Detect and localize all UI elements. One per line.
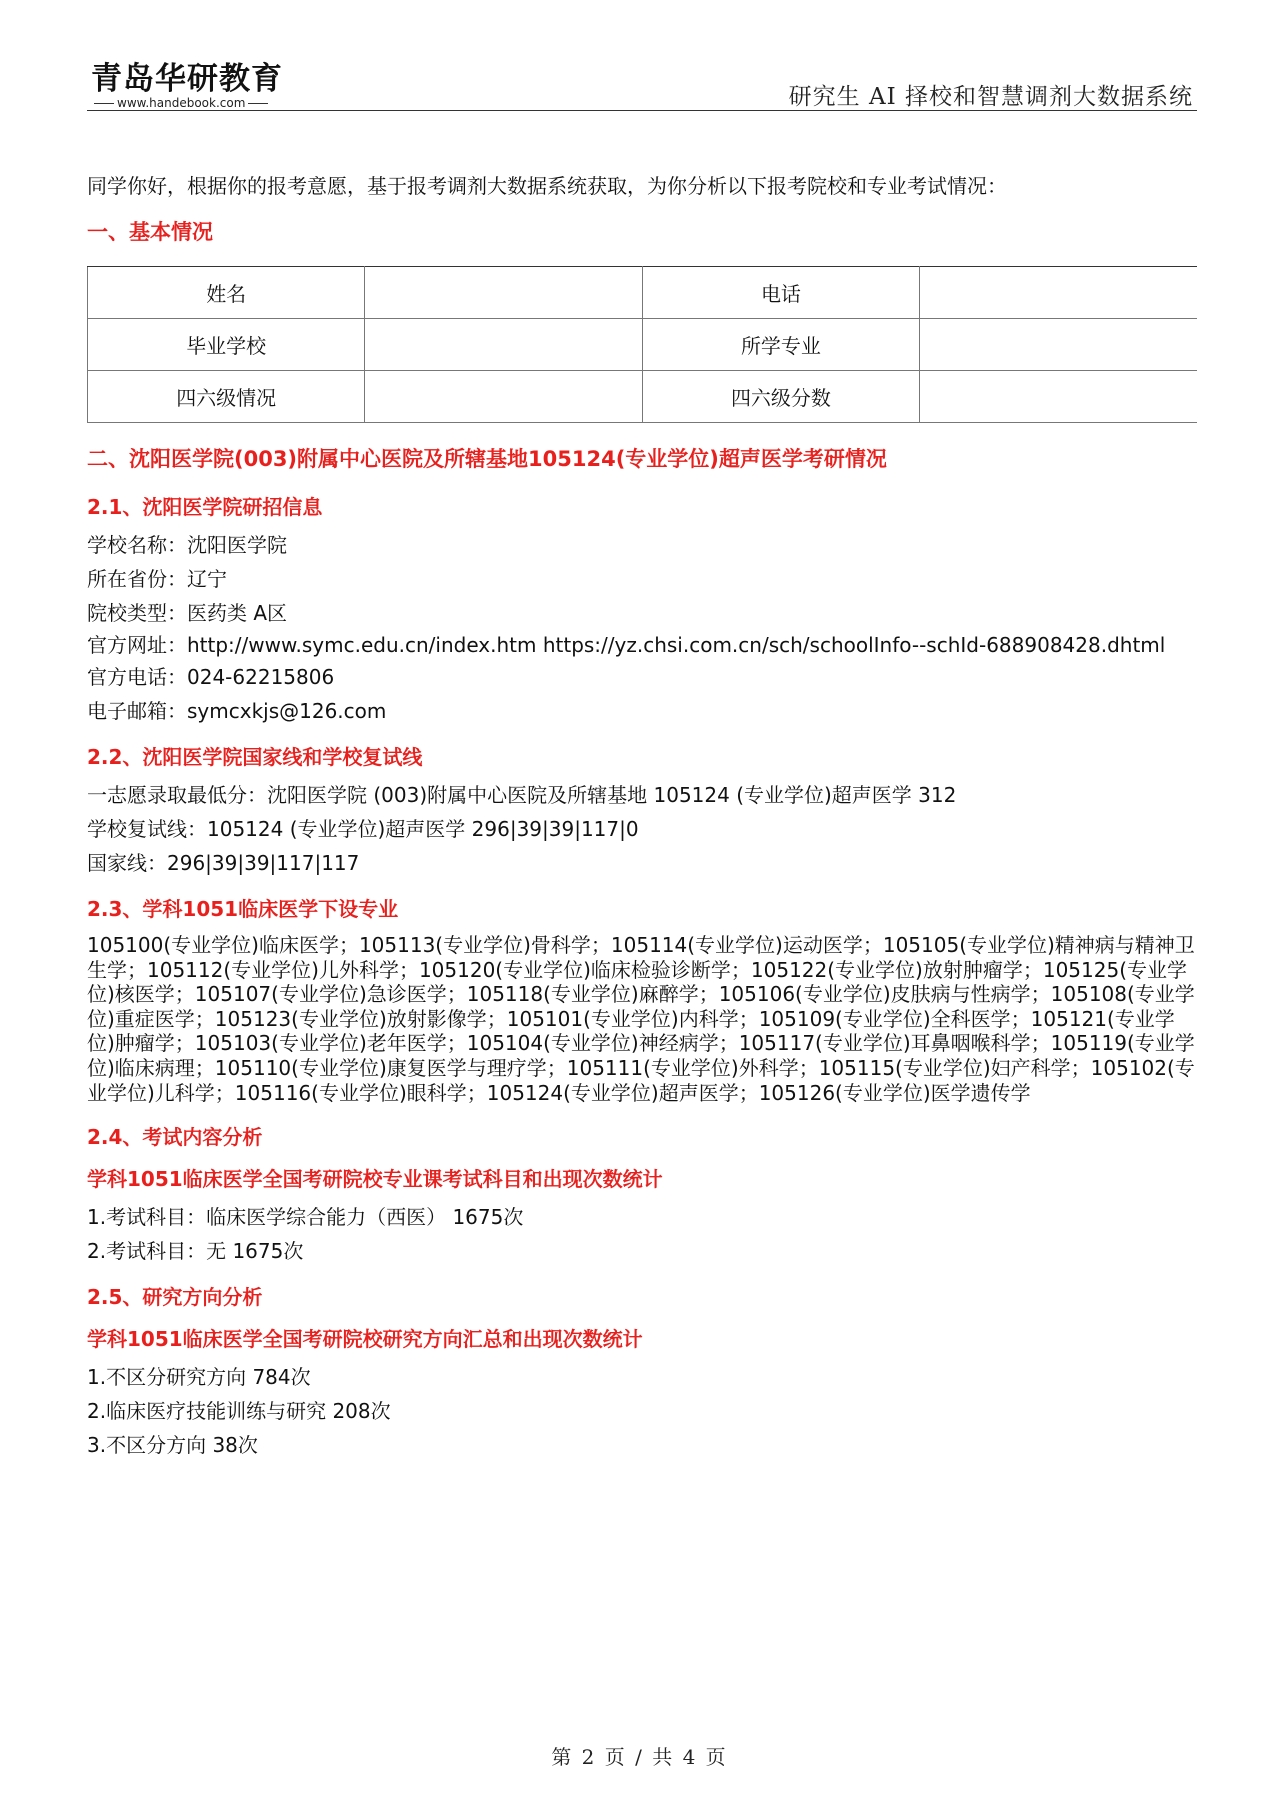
basic-info-table (87, 266, 1197, 423)
page-header (87, 60, 1197, 111)
document-body (87, 172, 1197, 1465)
table-row (88, 267, 1198, 319)
school-retest-line: 学校复试线：105124 (专业学位)超声医学 296|39|39|117|0 (87, 817, 639, 841)
min-admission-score: 一志愿录取最低分：沈阳医学院 (003)附属中心医院及所辖基地 105124 (专业学位)超声医学 312 (87, 783, 957, 807)
table-cell (920, 267, 1197, 319)
table-cell (365, 267, 642, 319)
national-line: 国家线：296|39|39|117|117 (87, 851, 360, 875)
header-title: 研究生 AI 择校和智慧调剂大数据系统 (788, 84, 1193, 110)
majors-list: 105100(专业学位)临床医学；105113(专业学位)骨科学；105114(专业学位)运动医学；105105(专业学位)精神病与精神卫生学；105112(专业学位)儿外科学；105120(专业学位)临床检验诊断学；105122(专业学位)放射肿瘤学；105125(专业学位)核医学；105107(专业学位)急诊医学；105118(专业学位)麻醉学；105106(专业学位)皮肤病与性病学；105108(专业学位)重症医学；105123(专业学位)放射影像学；105101(专业学位)内科学；105109(专业学位)全科医学；105121(专业学位)肿瘤学；105103(专业学位)老年医学；105104(专业学位)神经病学；105117(专业学位)耳鼻咽喉科学；105119(专业学位)临床病理；105110(专业学位)康复医学与理疗学；105111(专业学位)外科学；105115(专业学位)妇产科学；105102(专业学位)儿科学；105116(专业学位)眼科学；105124(专业学位)超声医学；105126(专业学位)医学遗传学 (87, 933, 1195, 1105)
logo-url: www.handebook.com (91, 96, 283, 110)
section2-5-heading: 2.5、研究方向分析 (87, 1285, 263, 1310)
school-province: 所在省份：辽宁 (87, 567, 227, 591)
table-cell (365, 319, 642, 371)
section2-3-heading: 2.3、学科1051临床医学下设专业 (87, 897, 399, 921)
section2-4-heading: 2.4、考试内容分析 (87, 1125, 263, 1150)
exam-subject-item: 2.考试科目：无 1675次 (87, 1239, 304, 1264)
section2-heading: 二、沈阳医学院(003)附属中心医院及所辖基地105124(专业学位)超声医学考研情况 (87, 447, 887, 471)
table-cell: 姓名 (88, 267, 365, 319)
table-row (88, 371, 1198, 423)
school-phone: 官方电话：024-62215806 (87, 665, 335, 689)
research-direction-item: 3.不区分方向 38次 (87, 1433, 258, 1458)
table-cell: 毕业学校 (88, 319, 365, 371)
research-direction-item: 2.临床医疗技能训练与研究 208次 (87, 1399, 391, 1424)
logo-text: 青岛华研教育 (91, 61, 283, 97)
exam-subject-item: 1.考试科目：临床医学综合能力（西医） 1675次 (87, 1205, 524, 1230)
page-number: 第 2 页 / 共 4 页 (551, 1745, 728, 1769)
table-cell: 四六级情况 (88, 371, 365, 423)
table-cell (920, 371, 1197, 423)
table-cell: 电话 (642, 267, 919, 319)
table-cell: 四六级分数 (642, 371, 919, 423)
research-direction-heading: 学科1051临床医学全国考研院校研究方向汇总和出现次数统计 (87, 1327, 643, 1352)
research-direction-item: 1.不区分研究方向 784次 (87, 1365, 311, 1390)
table-cell (365, 371, 642, 423)
school-name: 学校名称：沈阳医学院 (87, 533, 287, 557)
school-type: 院校类型：医药类 A区 (87, 601, 288, 625)
section1-heading: 一、基本情况 (87, 220, 213, 244)
table-row (88, 319, 1198, 371)
section2-1-heading: 2.1、沈阳医学院研招信息 (87, 495, 323, 519)
section2-2-heading: 2.2、沈阳医学院国家线和学校复试线 (87, 745, 423, 769)
exam-subject-heading: 学科1051临床医学全国考研院校专业课考试科目和出现次数统计 (87, 1167, 663, 1192)
table-cell (920, 319, 1197, 371)
intro-text: 同学你好，根据你的报考意愿，基于报考调剂大数据系统获取，为你分析以下报考院校和专业考试情况： (87, 174, 1007, 198)
school-email: 电子邮箱：symcxkjs@126.com (87, 699, 387, 723)
table-cell: 所学专业 (642, 319, 919, 371)
school-website: 官方网址：http://www.symc.edu.cn/index.htm https://yz.chsi.com.cn/sch/schoolInfo--schId-688908428.dhtml (87, 633, 1166, 657)
logo (91, 62, 283, 110)
